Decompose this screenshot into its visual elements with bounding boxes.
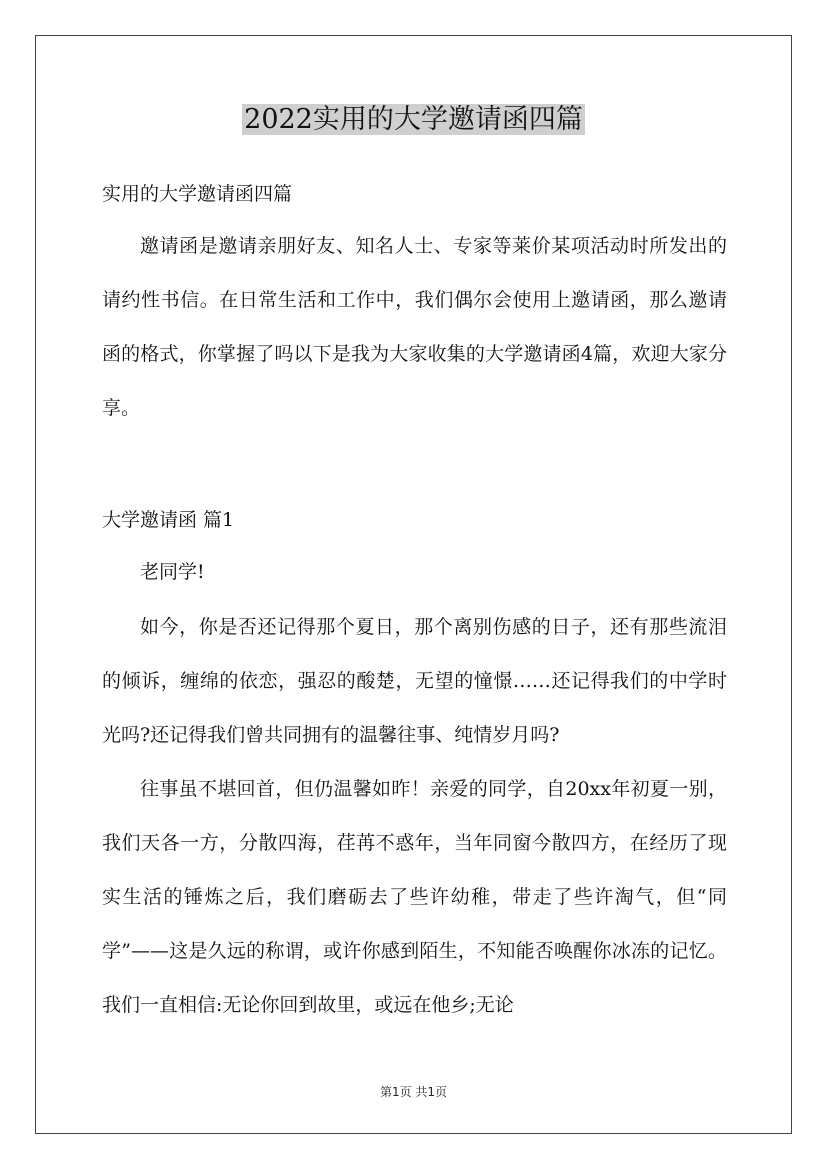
section-heading: 大学邀请函 篇1 [102,509,235,531]
body-paragraph-1: 如今，你是否还记得那个夏日，那个离别伤感的日子，还有那些流泪的倾诉，缠绵的依恋，强忍的酸楚，无望的憧憬……还记得我们的中学时光吗?还记得我们曾共同拥有的温馨往事、纯情岁月吗? [102,616,727,746]
document-title: 2022实用的大学邀请函四篇 [244,104,583,135]
intro-paragraph: 邀请函是邀请亲朋好友、知名人士、专家等莱价某项活动时所发出的请约性书信。在日常生活和工作中，我们偶尔会使用上邀请函，那么邀请函的格式，你掌握了吗以下是我为大家收集的大学邀请函4篇，欢迎大家分享。 [102,235,727,419]
body-paragraph-2: 往事虽不堪回首，但仍温馨如昨！亲爱的同学，自20xx年初夏一别，我们天各一方，分散四海，荏苒不惑年，当年同窗今散四方，在经历了现实生活的锤炼之后，我们磨砺去了些许幼稚，带走了些许淘气，但“同学”——这是久远的称谓，或许你感到陌生，不知能否唤醒你冰冻的记忆。我们一直相信:无论你回到故里，或远在他乡;无论 [102,778,727,1016]
document-subtitle: 实用的大学邀请函四篇 [102,183,293,205]
letter-greeting: 老同学! [140,561,205,583]
page-footer: 第1页 共1页 [379,1085,448,1099]
